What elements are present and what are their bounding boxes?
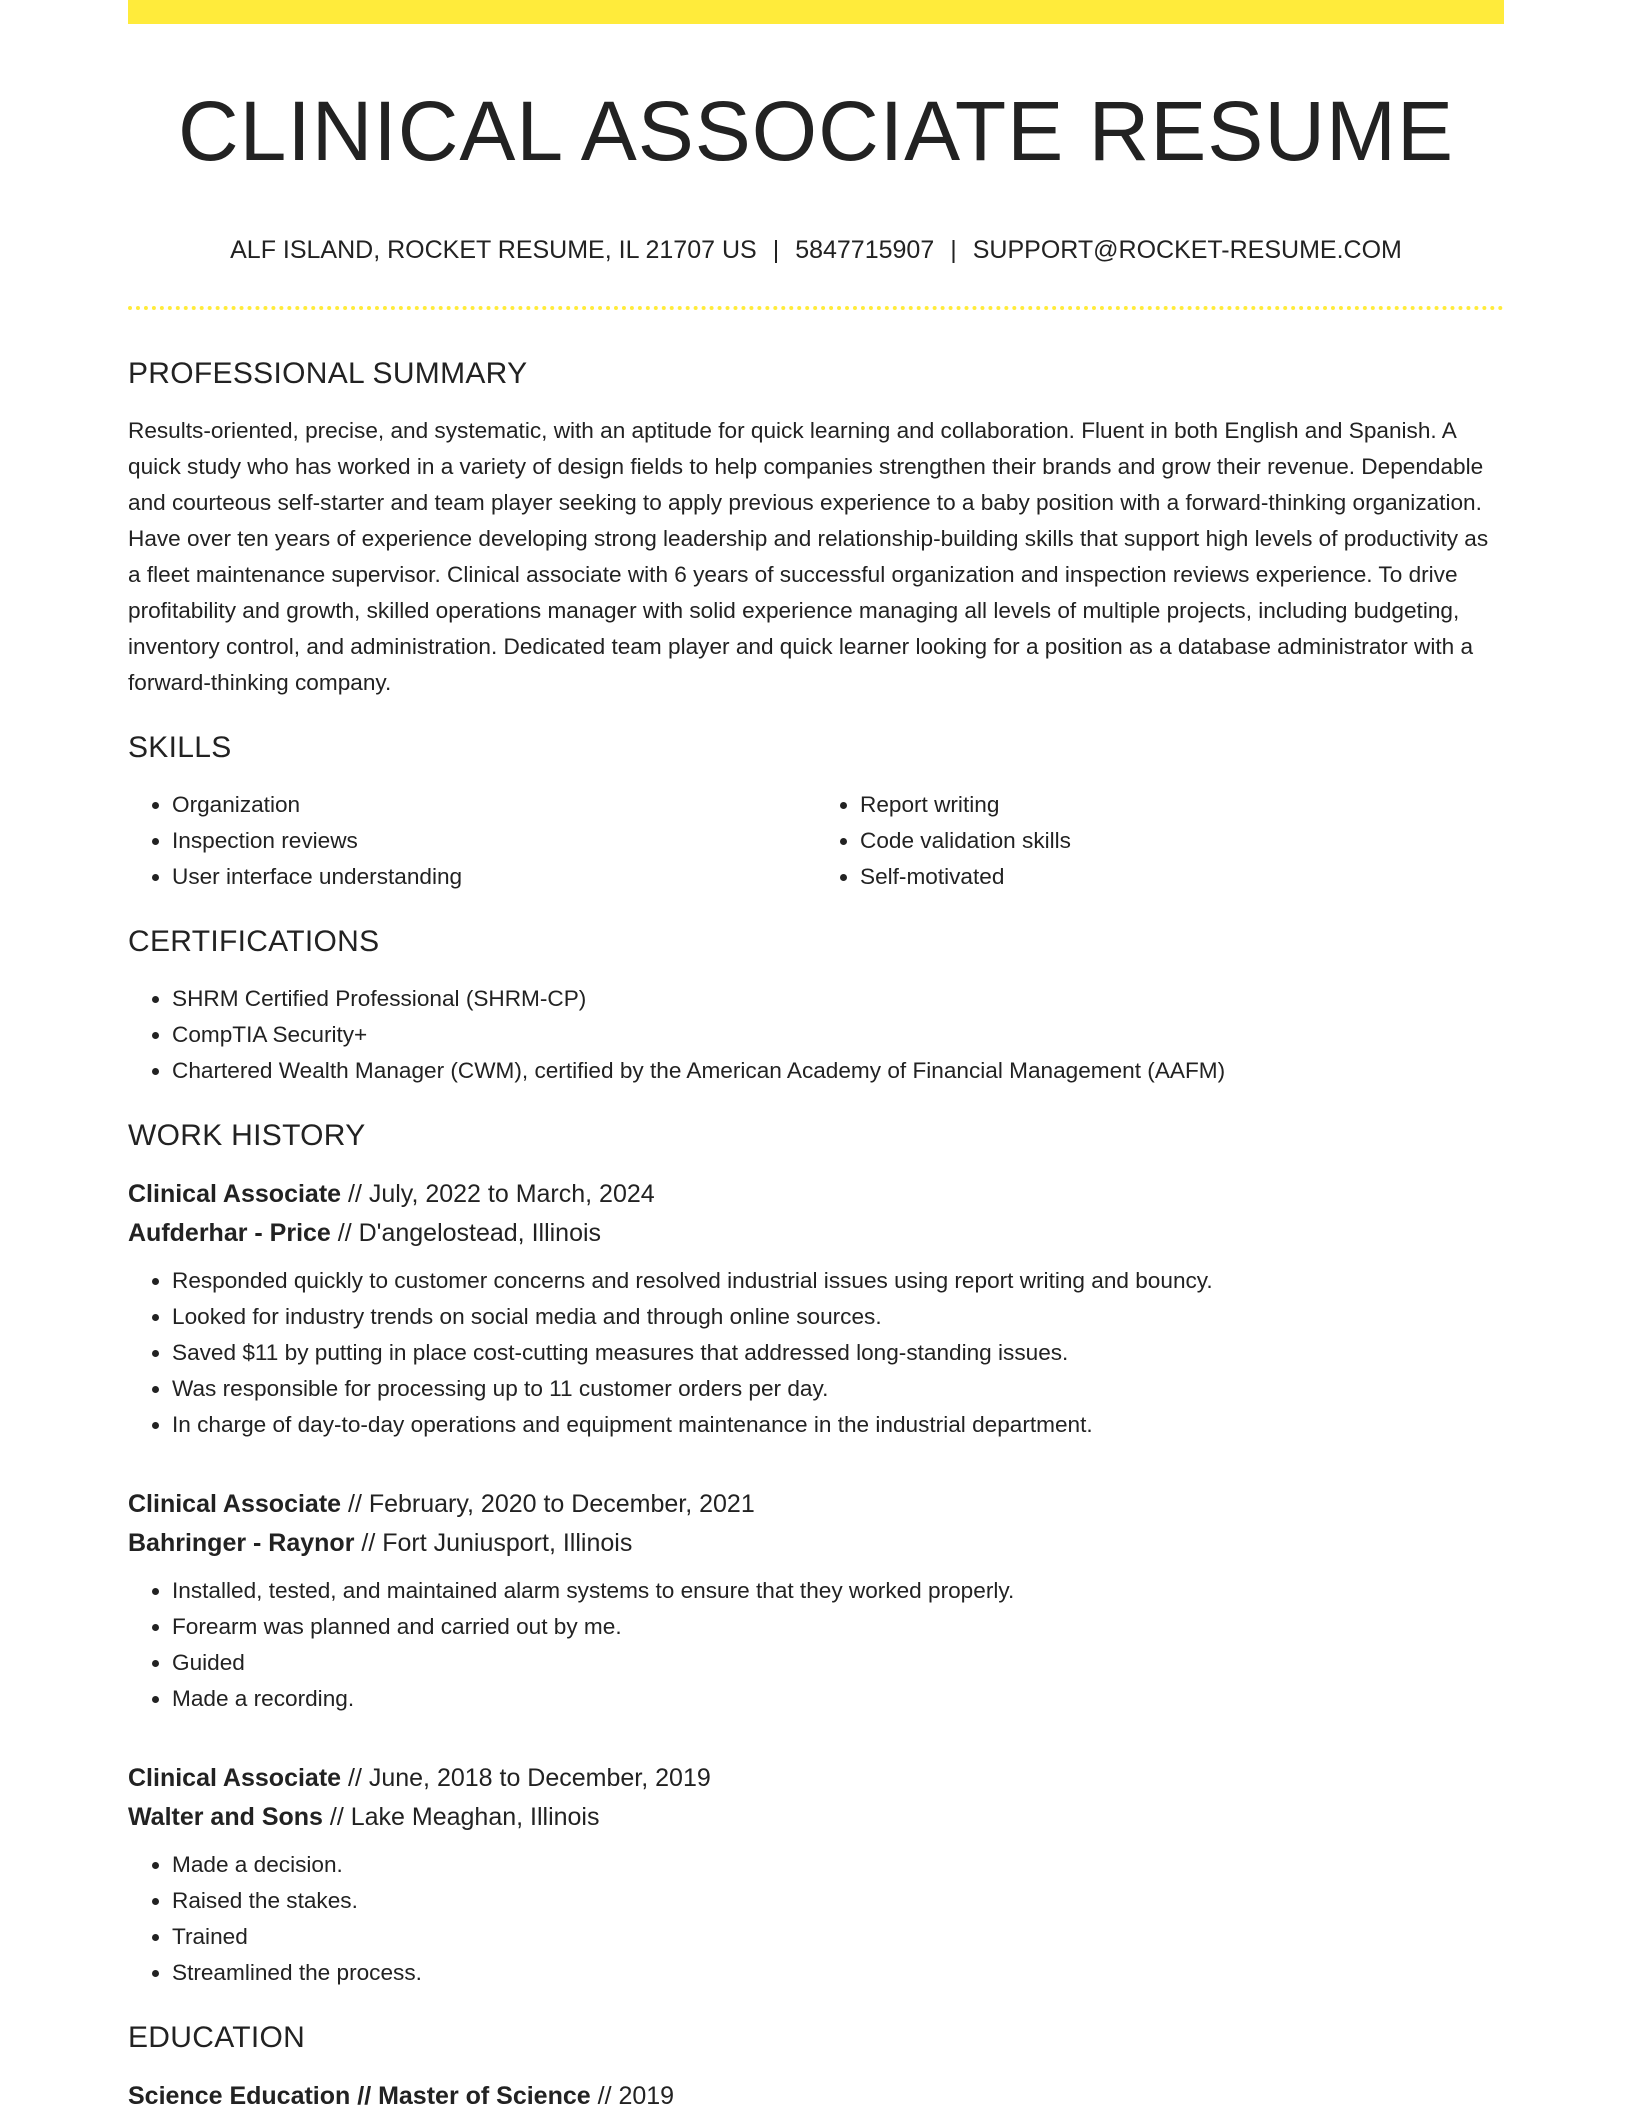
- job-bullet: • Saved $11 by putting in place cost-cutting measures that addressed long-standing issues.: [172, 1335, 1504, 1371]
- skills-list: [128, 787, 1504, 895]
- skill-item: • Organization: [172, 787, 816, 823]
- job-company: Walter and Sons: [128, 1803, 323, 1831]
- job-title-line: [128, 1759, 1504, 1798]
- certification-item: • Chartered Wealth Manager (CWM), certified by the American Academy of Financial Management (AAFM): [172, 1053, 1504, 1089]
- contact-line: [128, 234, 1504, 266]
- job-bullet: • Forearm was planned and carried out by me.: [172, 1609, 1504, 1645]
- dotted-divider: [128, 306, 1504, 310]
- job-title: Clinical Associate: [128, 1490, 342, 1518]
- job-company-line: [128, 1214, 1504, 1253]
- job-location: // Fort Juniusport, Illinois: [354, 1529, 633, 1557]
- job-bullet: • Guided: [172, 1645, 1504, 1681]
- job-title-line: [128, 1485, 1504, 1524]
- skill-item: • Code validation skills: [860, 823, 1504, 859]
- job-company: Bahringer - Raynor: [128, 1529, 355, 1557]
- education-degree: // Master of Science: [350, 2082, 591, 2110]
- certification-item: • SHRM Certified Professional (SHRM-CP): [172, 981, 1504, 1017]
- job-bullet: • In charge of day-to-day operations and equipment maintenance in the industrial department.: [172, 1407, 1504, 1443]
- job-company-line: [128, 1524, 1504, 1563]
- job-title-line: [128, 1175, 1504, 1214]
- education-entry: [128, 2077, 1504, 2112]
- contact-separator: |: [772, 236, 780, 264]
- skills-column-right: [816, 787, 1504, 895]
- summary-heading: PROFESSIONAL SUMMARY: [128, 357, 528, 390]
- job-bullet: • Streamlined the process.: [172, 1955, 1504, 1991]
- job-location: // D'angelostead, Illinois: [330, 1219, 602, 1247]
- job-bullet: • Was responsible for processing up to 11 customer orders per day.: [172, 1371, 1504, 1407]
- resume-page: [128, 0, 1504, 2112]
- job-dates: // February, 2020 to December, 2021: [341, 1490, 755, 1518]
- job-bullet: • Made a recording.: [172, 1681, 1504, 1717]
- education-heading: EDUCATION: [128, 2021, 306, 2054]
- job-bullets: [128, 1263, 1504, 1443]
- top-accent-bar: [128, 0, 1504, 24]
- certifications-list: [128, 981, 1504, 1089]
- certification-item: • CompTIA Security+: [172, 1017, 1504, 1053]
- job-bullet: • Made a decision.: [172, 1847, 1504, 1883]
- job-dates: // June, 2018 to December, 2019: [341, 1764, 711, 1792]
- job-bullet: • Installed, tested, and maintained alarm systems to ensure that they worked properly.: [172, 1573, 1504, 1609]
- job-bullet: • Looked for industry trends on social media and through online sources.: [172, 1299, 1504, 1335]
- job-entry: [128, 1485, 1504, 1717]
- job-title: Clinical Associate: [128, 1764, 342, 1792]
- contact-separator: |: [950, 236, 957, 264]
- skills-heading: SKILLS: [128, 731, 232, 764]
- work-history-heading: WORK HISTORY: [128, 1119, 366, 1152]
- job-company: Aufderhar - Price: [128, 1219, 331, 1247]
- job-entry: [128, 1759, 1504, 1991]
- education-year: // 2019: [590, 2082, 675, 2110]
- contact-address: ALF ISLAND, ROCKET RESUME, IL 21707 US: [230, 236, 757, 264]
- job-bullet: • Trained: [172, 1919, 1504, 1955]
- contact-email: SUPPORT@ROCKET-RESUME.COM: [972, 236, 1402, 264]
- job-company-line: [128, 1798, 1504, 1837]
- certifications-heading: CERTIFICATIONS: [128, 925, 380, 958]
- education-field: Science Education: [128, 2082, 351, 2110]
- job-title: Clinical Associate: [128, 1180, 342, 1208]
- skill-item: • Inspection reviews: [172, 823, 816, 859]
- job-bullets: [128, 1573, 1504, 1717]
- job-bullet: • Responded quickly to customer concerns and resolved industrial issues using report writing and bouncy.: [172, 1263, 1504, 1299]
- job-entry: [128, 1175, 1504, 1443]
- skill-item: • Report writing: [860, 787, 1504, 823]
- skill-item: • User interface understanding: [172, 859, 816, 895]
- summary-text: Results-oriented, precise, and systematic, with an aptitude for quick learning and collaboration. Fluent in both English and Spanish. A quick study who has worked in a variety of design fields to help companies strengthen their brands and grow their revenue. Dependable and courteous self-starter and team player seeking to apply previous experience to a baby position with a forward-thinking organization. Have over ten years of experience developing strong leadership and relationship-building skills that support high levels of productivity as a fleet maintenance supervisor. Clinical associate with 6 years of successful organization and inspection reviews experience. To drive profitability and growth, skilled operations manager with solid experience managing all levels of multiple projects, including budgeting, inventory control, and administration. Dedicated team player and quick learner looking for a position as a database administrator with a forward-thinking company.: [128, 418, 1489, 695]
- job-bullets: [128, 1847, 1504, 1991]
- skill-item: • Self-motivated: [860, 859, 1504, 895]
- resume-title: CLINICAL ASSOCIATE RESUME: [178, 84, 1454, 178]
- job-dates: // July, 2022 to March, 2024: [341, 1180, 655, 1208]
- skills-column-left: [128, 787, 816, 895]
- contact-phone: 5847715907: [795, 236, 935, 264]
- job-bullet: • Raised the stakes.: [172, 1883, 1504, 1919]
- job-location: // Lake Meaghan, Illinois: [322, 1803, 600, 1831]
